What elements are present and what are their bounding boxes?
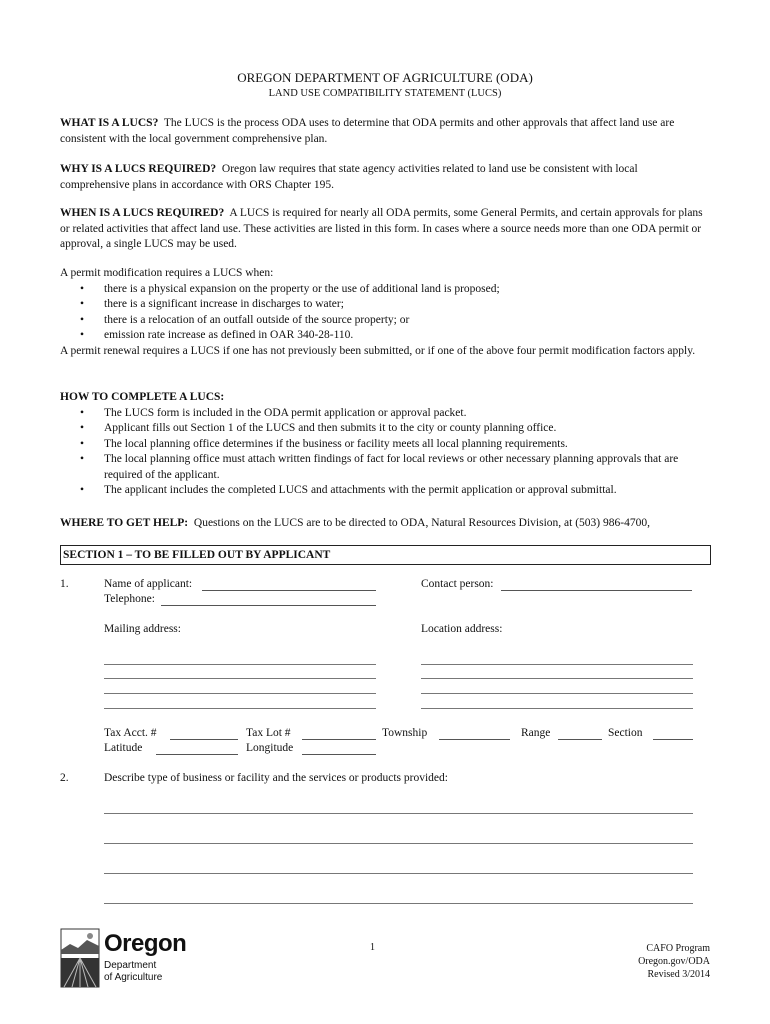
latitude-label: Latitude — [104, 742, 143, 754]
telephone-label: Telephone: — [104, 593, 155, 605]
list-item: • Applicant fills out Section 1 of the LUCS and then submits it to the city or county planning office. — [60, 421, 710, 437]
footer-revised: Revised 3/2014 — [647, 969, 710, 980]
logo-dept-line-2: of Agriculture — [104, 972, 163, 983]
renewal-text: A permit renewal requires a LUCS if one has not previously been submitted, or if one of the above four permit modification factors apply. — [60, 344, 696, 357]
page-title: OREGON DEPARTMENT OF AGRICULTURE (ODA) — [237, 70, 533, 85]
contact-label: Contact person: — [421, 578, 494, 590]
longitude-input[interactable] — [302, 754, 376, 755]
why-paragraph — [60, 162, 710, 193]
what-text: The LUCS is the process ODA uses to determine that ODA permits and other approvals that affect land use are consistent with the local government comprehensive plan. — [60, 117, 675, 145]
name-label: Name of applicant: — [104, 578, 193, 590]
question-1-number: 1. — [60, 578, 69, 590]
location-line-4[interactable] — [421, 708, 693, 709]
location-line-2[interactable] — [421, 678, 693, 679]
question-2-label: Describe type of business or facility and the services or products provided: — [104, 772, 448, 784]
list-item: • The local planning office must attach written findings of fact for local reviews or other necessary planning approvals that are required of the applicant. — [60, 452, 710, 483]
mailing-line-4[interactable] — [104, 708, 376, 709]
mailing-line-2[interactable] — [104, 678, 376, 679]
mailing-label: Mailing address: — [104, 623, 181, 635]
telephone-input[interactable] — [161, 605, 376, 606]
list-item: • The applicant includes the completed LUCS and attachments with the permit application or approval submittal. — [60, 483, 710, 499]
what-paragraph — [60, 116, 710, 147]
list-item: • The LUCS form is included in the ODA permit application or approval packet. — [60, 406, 710, 422]
logo-dept-line-1: Department — [104, 960, 157, 971]
mailing-line-1[interactable] — [104, 664, 376, 665]
mailing-line-3[interactable] — [104, 693, 376, 694]
tax-lot-label: Tax Lot # — [246, 727, 291, 739]
logo-name: Oregon — [104, 930, 187, 957]
modification-list — [60, 282, 710, 344]
list-item: • there is a relocation of an outfall outside of the source property; or — [60, 313, 710, 329]
township-label: Township — [382, 727, 428, 739]
list-item: • emission rate increase as defined in OAR 340-28-110. — [60, 328, 710, 344]
latitude-input[interactable] — [156, 754, 238, 755]
tax-lot-input[interactable] — [302, 739, 376, 740]
help-paragraph — [60, 516, 710, 532]
range-label: Range — [521, 727, 551, 739]
list-item: • there is a significant increase in discharges to water; — [60, 297, 710, 313]
location-line-1[interactable] — [421, 664, 693, 665]
township-input[interactable] — [439, 739, 510, 740]
location-label: Location address: — [421, 623, 503, 635]
list-item: • there is a physical expansion on the property or the use of additional land is proposed; — [60, 282, 710, 298]
business-line-2[interactable] — [104, 843, 693, 844]
footer-info — [638, 942, 710, 981]
why-text: Oregon law requires that state agency activities related to land use be consistent with local comprehensive plans in accordance with ORS Chapter 195. — [60, 163, 638, 191]
help-heading: WHERE TO GET HELP: — [60, 517, 189, 529]
business-line-1[interactable] — [104, 813, 693, 814]
oregon-landscape-icon — [60, 928, 100, 988]
section-label: Section — [608, 727, 643, 739]
modification-intro: A permit modification requires a LUCS when: — [60, 267, 274, 279]
page-number: 1 — [370, 942, 375, 953]
oregon-agriculture-logo — [60, 928, 187, 988]
list-item: • The local planning office determines if the business or facility meets all local planning requirements. — [60, 437, 710, 453]
location-line-3[interactable] — [421, 693, 693, 694]
footer-website[interactable]: Oregon.gov/ODA — [638, 956, 710, 967]
section-1-header: SECTION 1 – TO BE FILLED OUT BY APPLICANT — [60, 545, 711, 565]
when-text: A LUCS is required for nearly all ODA permits, some General Permits, and certain approvals for plans or related activities that affect land use. These activities are listed in this form. In cases where a source needs more than one ODA permit or approval, a single LUCS may be used. — [60, 207, 703, 250]
logo-department — [104, 960, 162, 984]
modification-block — [60, 266, 710, 359]
range-input[interactable] — [558, 739, 602, 740]
when-heading: WHEN IS A LUCS REQUIRED? — [60, 207, 225, 219]
how-list — [60, 406, 710, 499]
name-input[interactable] — [202, 590, 376, 591]
how-heading: HOW TO COMPLETE A LUCS: — [60, 391, 225, 403]
business-line-3[interactable] — [104, 873, 693, 874]
business-line-4[interactable] — [104, 903, 693, 904]
help-text: Questions on the LUCS are to be directed to ODA, Natural Resources Division, at (503) 986-4700, — [193, 517, 650, 529]
why-heading: WHY IS A LUCS REQUIRED? — [60, 163, 217, 175]
when-paragraph — [60, 206, 710, 253]
section-input[interactable] — [653, 739, 693, 740]
footer-program: CAFO Program — [646, 943, 710, 954]
how-block — [60, 390, 710, 499]
tax-acct-label: Tax Acct. # — [104, 727, 157, 739]
question-2-number: 2. — [60, 772, 69, 784]
contact-input[interactable] — [501, 590, 692, 591]
tax-acct-input[interactable] — [170, 739, 238, 740]
longitude-label: Longitude — [246, 742, 294, 754]
what-heading: WHAT IS A LUCS? — [60, 117, 159, 129]
page-subtitle: LAND USE COMPATIBILITY STATEMENT (LUCS) — [268, 88, 502, 99]
